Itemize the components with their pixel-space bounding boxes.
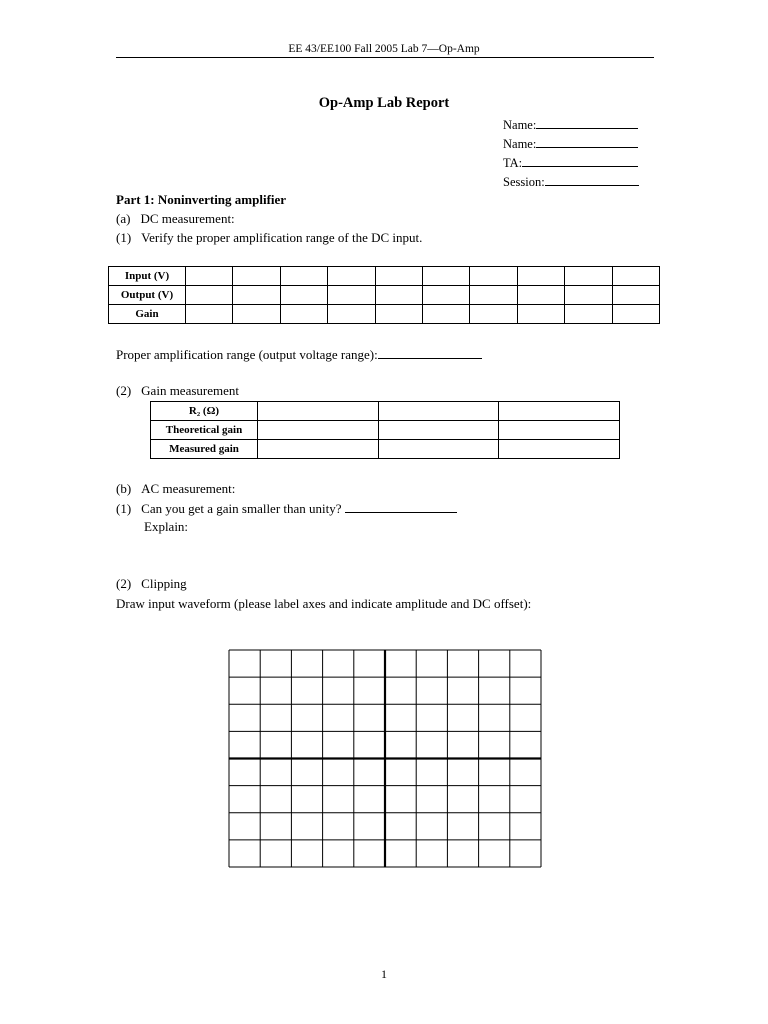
item-b1-text: Can you get a gain smaller than unity? [141,501,342,516]
table-cell[interactable] [565,286,612,305]
table-cell[interactable] [378,421,499,440]
table-cell[interactable] [612,305,659,324]
table-cell[interactable] [612,286,659,305]
dc-range-table [108,266,660,324]
item-2-label: (2) [116,383,132,398]
table-cell[interactable] [378,440,499,459]
table-cell[interactable] [258,402,379,421]
item-1-verify [116,230,422,246]
item-2-text: Gain measurement [141,383,239,398]
table-cell[interactable] [517,286,564,305]
table-cell[interactable] [280,305,327,324]
header-rule [116,57,654,58]
table-cell[interactable] [517,267,564,286]
item-a-dc [116,211,235,227]
table-row [151,440,620,459]
row-header: Measured gain [151,440,258,459]
table-cell[interactable] [470,305,517,324]
table-cell[interactable] [186,286,233,305]
item-1-label: (1) [116,230,132,245]
ta-field [503,154,638,171]
page-number: 1 [381,967,387,981]
unity-answer-blank[interactable] [345,500,457,513]
range-question [116,346,482,363]
table-cell[interactable] [375,286,422,305]
name-field-2-blank[interactable] [536,135,638,148]
row-header: Theoretical gain [151,421,258,440]
table-cell[interactable] [280,267,327,286]
session-field [503,173,639,190]
table-cell[interactable] [328,286,375,305]
ta-field-label: TA: [503,156,523,170]
table-cell[interactable] [470,286,517,305]
table-cell[interactable] [328,267,375,286]
draw-instruction: Draw input waveform (please label axes and indicate amplitude and DC offset): [116,596,532,611]
name-field-1-label: Name: [503,118,537,132]
row-header: Input (V) [109,267,186,286]
table-cell[interactable] [565,305,612,324]
item-b2-text: Clipping [141,576,187,591]
item-b2-clipping [116,576,187,592]
item-b-text: AC measurement: [141,481,236,496]
session-field-label: Session: [503,175,545,189]
page-title: Op-Amp Lab Report [318,95,450,111]
table-cell[interactable] [233,305,280,324]
item-b-ac [116,481,235,497]
table-cell[interactable] [470,267,517,286]
row-header: Gain [109,305,186,324]
item-a-label: (a) [116,211,131,226]
table-row [109,286,660,305]
item-1-text: Verify the proper amplification range of the DC input. [141,230,423,245]
gain-table [150,401,620,459]
table-cell[interactable] [186,267,233,286]
row-header: Output (V) [109,286,186,305]
table-cell[interactable] [612,267,659,286]
table-row [109,267,660,286]
name-field-1 [503,116,638,133]
table-cell[interactable] [422,267,469,286]
table-cell[interactable] [375,305,422,324]
table-cell[interactable] [328,305,375,324]
table-cell[interactable] [280,286,327,305]
table-cell[interactable] [258,440,379,459]
name-field-2 [503,135,638,152]
item-b2-label: (2) [116,576,132,591]
range-text: Proper amplification range (output voltage range): [116,347,378,362]
table-cell[interactable] [186,305,233,324]
table-row [151,421,620,440]
item-b-label: (b) [116,481,132,496]
ta-field-blank[interactable] [522,154,638,167]
range-answer-blank[interactable] [378,346,482,359]
item-a-text: DC measurement: [140,211,235,226]
table-cell[interactable] [565,267,612,286]
table-cell[interactable] [517,305,564,324]
item-2-gain [116,383,239,399]
table-cell[interactable] [233,267,280,286]
name-field-1-blank[interactable] [536,116,638,129]
page-header: EE 43/EE100 Fall 2005 Lab 7—Op-Amp [288,43,480,55]
table-cell[interactable] [422,305,469,324]
table-row [109,305,660,324]
part1-heading: Part 1: Noninverting amplifier [116,192,287,207]
item-b1-label: (1) [116,501,132,516]
item-b1-unity [116,500,457,517]
table-row [151,402,620,421]
waveform-grid[interactable] [228,649,542,868]
table-cell[interactable] [499,402,620,421]
name-field-2-label: Name: [503,137,537,151]
table-cell[interactable] [378,402,499,421]
table-cell[interactable] [233,286,280,305]
table-cell[interactable] [499,421,620,440]
table-cell[interactable] [499,440,620,459]
table-cell[interactable] [375,267,422,286]
row-header: R₂ (Ω) [151,402,258,421]
explain-label: Explain: [144,519,189,534]
table-cell[interactable] [258,421,379,440]
table-cell[interactable] [422,286,469,305]
session-field-blank[interactable] [545,173,639,186]
